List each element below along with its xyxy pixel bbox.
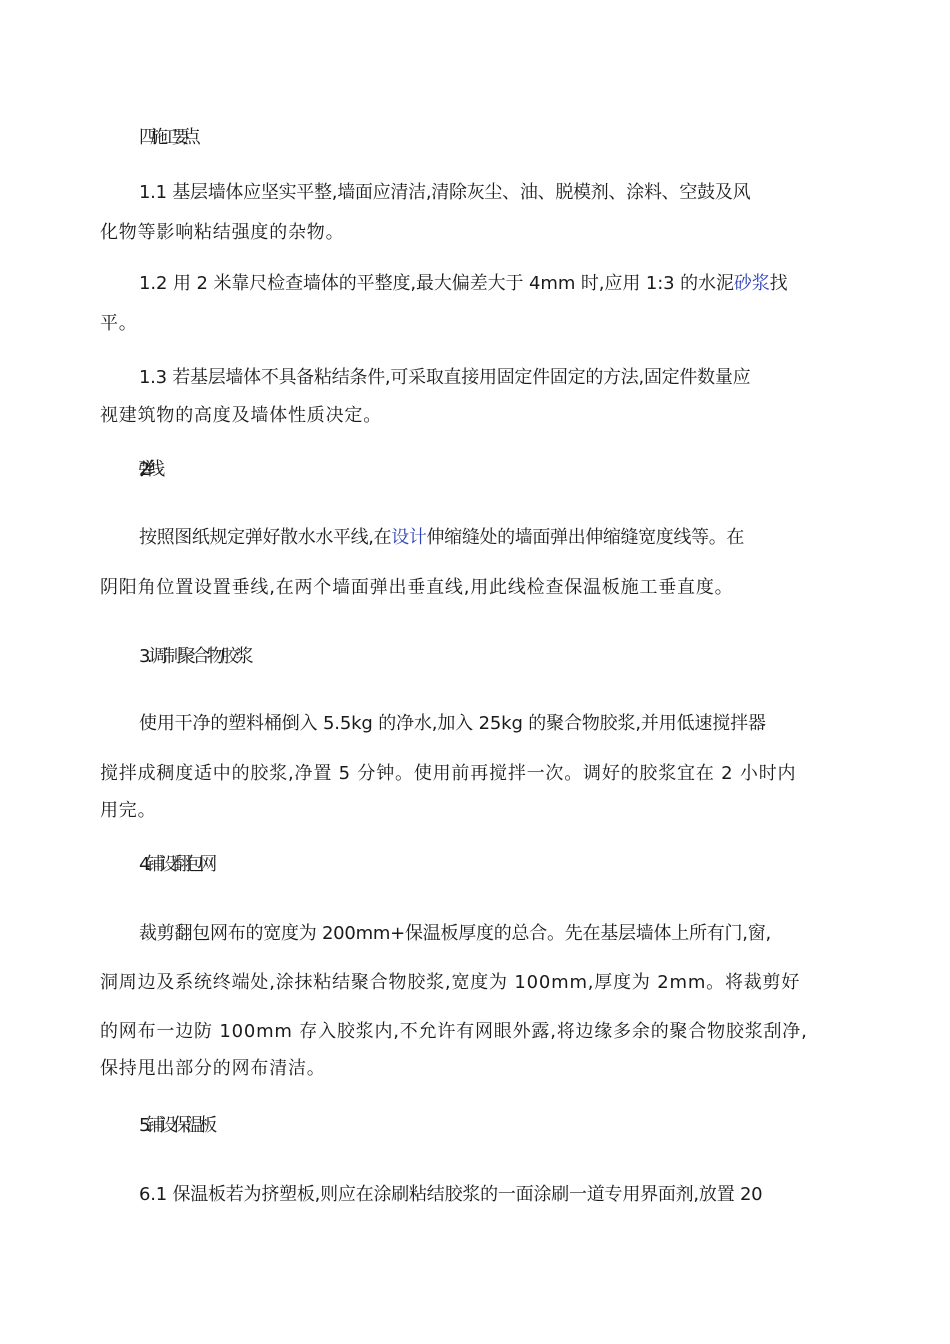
- paragraph-line: 视建筑物的高度及墙体性质决定。: [100, 405, 382, 426]
- heading-text: 四施工要点: [139, 127, 194, 148]
- paragraph-text: 找: [769, 273, 788, 294]
- paragraph-line: 1.1 基层墙体应坚实平整,墙面应清洁,清除灰尘、油、脱模剂、涂料、空鼓及风: [139, 182, 751, 203]
- paragraph-line: 阴阳角位置设置垂线,在两个墙面弹出垂直线,用此线检查保温板施工垂直度。: [100, 577, 734, 598]
- section-title-text: 4.铺设翻包网: [139, 854, 213, 875]
- link-design[interactable]: 设计: [391, 527, 427, 548]
- paragraph-text: 1.2 用 2 米靠尺检查墙体的平整度,最大偏差大于 4mm 时,应用 1:3 的水泥: [139, 273, 734, 294]
- paragraph-line: 搅拌成稠度适中的胶浆,净置 5 分钟。使用前再搅拌一次。调好的胶浆宜在 2 小时内: [100, 763, 797, 784]
- paragraph-line: 平。: [100, 313, 138, 334]
- paragraph-line: 的网布一边防 100mm 存入胶浆内,不允许有网眼外露,将边缘多余的聚合物胶浆刮净,: [100, 1021, 808, 1042]
- section-title-text: 5.铺设保温板: [139, 1115, 213, 1136]
- paragraph-line: 保持甩出部分的网布清洁。: [100, 1058, 326, 1079]
- section-title-text: 2.弹线: [139, 459, 157, 480]
- paragraph-line: 裁剪翻包网布的宽度为 200mm+保温板厚度的总合。先在基层墙体上所有门,窗,: [139, 923, 771, 944]
- paragraph-line: [139, 268, 891, 300]
- paragraph-line: 洞周边及系统终端处,涂抹粘结聚合物胶浆,宽度为 100mm,厚度为 2mm。将裁剪好: [100, 972, 801, 993]
- paragraph-line: 用完。: [100, 800, 157, 821]
- paragraph-line: 6.1 保温板若为挤塑板,则应在涂刷粘结胶浆的一面涂刷一道专用界面剂,放置 20: [139, 1184, 763, 1205]
- paragraph-line: 1.3 若基层墙体不具备粘结条件,可采取直接用固定件固定的方法,固定件数量应: [139, 367, 751, 388]
- section-title-text: 3.调制聚合物胶浆: [139, 646, 250, 667]
- paragraph-line: [139, 522, 891, 554]
- paragraph-text: 按照图纸规定弹好散水水平线,在: [139, 527, 392, 548]
- link-mortar[interactable]: 砂浆: [733, 273, 770, 294]
- paragraph-text: 伸缩缝处的墙面弹出伸缩缝宽度线等。在: [426, 527, 744, 548]
- paragraph-line: 使用干净的塑料桶倒入 5.5kg 的净水,加入 25kg 的聚合物胶浆,并用低速搅拌器: [139, 713, 766, 734]
- paragraph-line: 化物等影响粘结强度的杂物。: [100, 222, 345, 243]
